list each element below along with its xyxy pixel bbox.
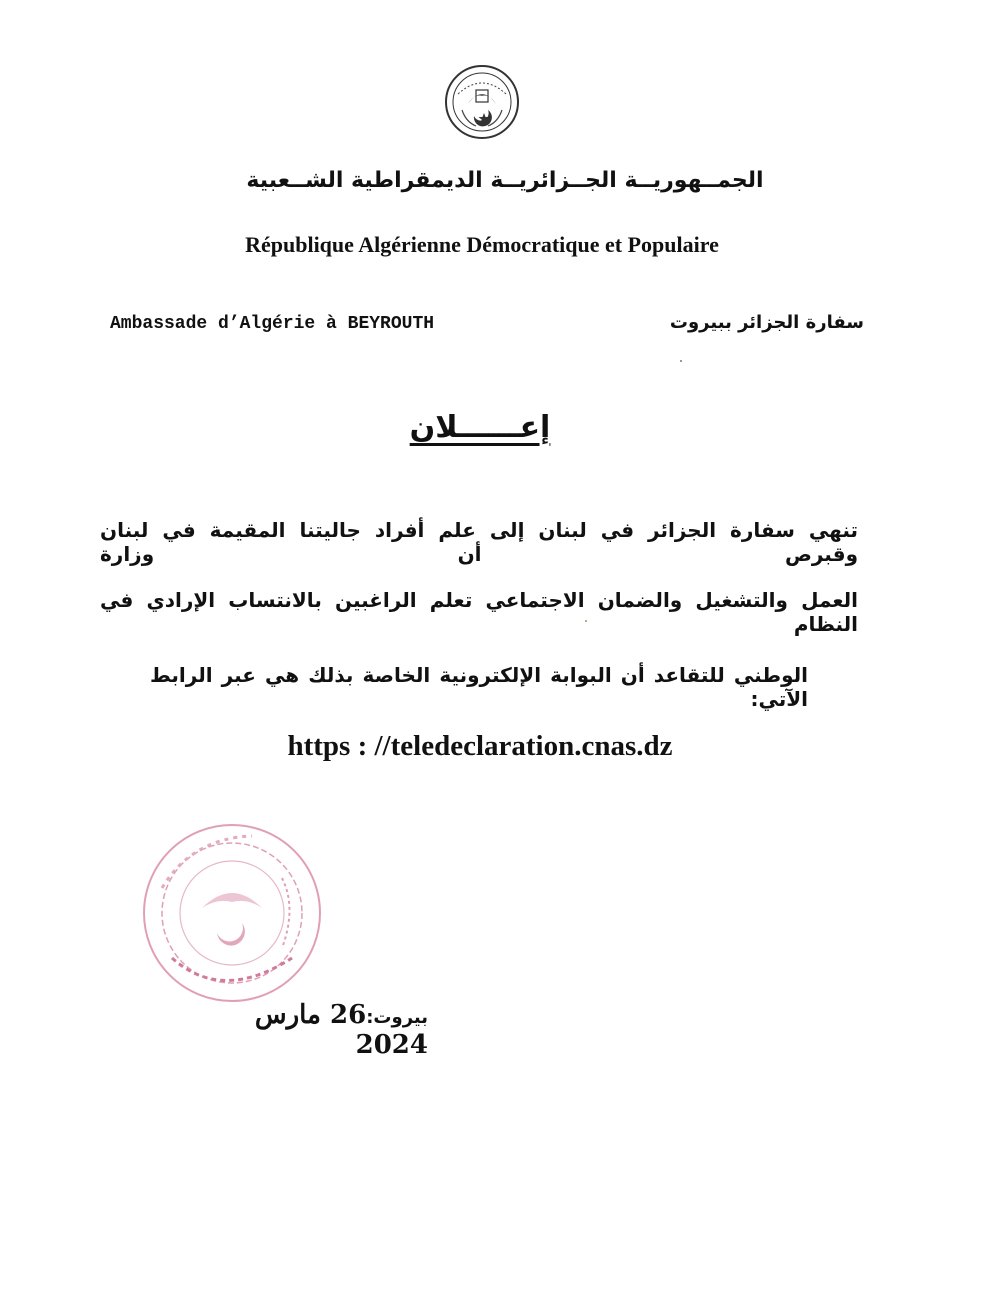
scan-speck [585,620,587,622]
french-republic-title: République Algérienne Démocratique et Populaire [245,232,719,257]
coat-of-arms-icon [444,64,520,140]
date-text: 26 مارس 2024 [254,1000,428,1060]
embassy-seal-stamp [132,818,327,1008]
scan-speck [680,360,682,362]
arabic-republic-title: الجمــهوريــة الجــزائريــة الديمقراطية الشــعبية [246,168,764,193]
place-and-date [198,1000,428,1060]
portal-url: https : //teledeclaration.cnas.dz [287,730,673,762]
embassy-name-french: Ambassade d’Algérie à BEYROUTH [110,314,435,334]
notice-line-1: تنهي سفارة الجزائر في لبنان إلى علم أفراد جاليتنا المقيمة في لبنان وقبرص أن وزارة [100,518,858,566]
notice-line-3: الوطني للتقاعد أن البوابة الإلكترونية الخاصة بذلك هي عبر الرابط الآتي: [150,663,808,711]
embassy-name-arabic: سفارة الجزائر ببيروت [669,312,864,333]
notice-title: إعــــــلان [409,410,551,445]
notice-line-2: العمل والتشغيل والضمان الاجتماعي تعلم الراغبين بالانتساب الإرادي في النظام [100,588,858,636]
place-label: بيروت: [366,1007,428,1028]
